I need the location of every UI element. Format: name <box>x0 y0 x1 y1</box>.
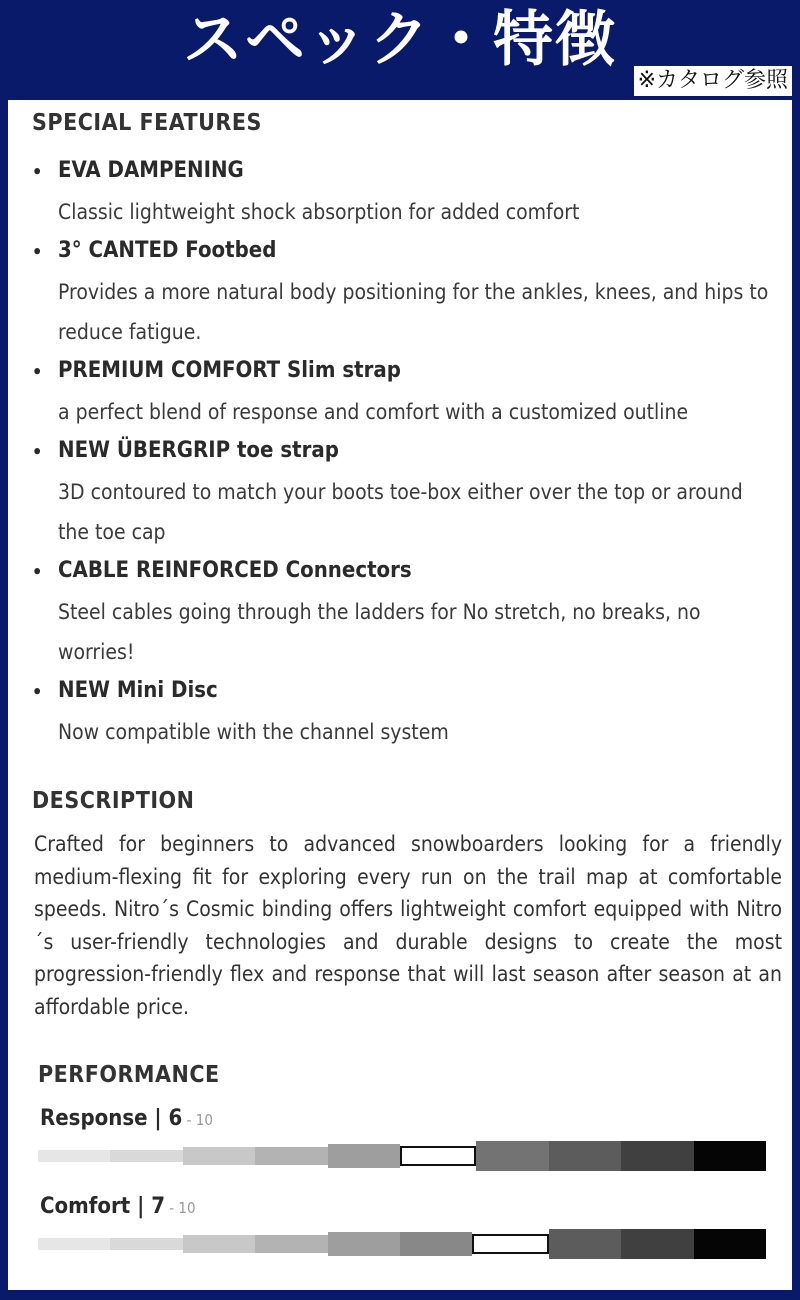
metric-separator: | <box>147 1106 169 1131</box>
feature-description: Classic lightweight shock absorption for added comfort <box>58 200 580 224</box>
feature-title: NEW ÜBERGRIP toe strap <box>58 438 339 463</box>
bullet-icon: • <box>32 682 43 703</box>
rating-segment <box>621 1141 693 1171</box>
response-rating-bar <box>38 1140 766 1172</box>
rating-segment <box>110 1150 182 1162</box>
rating-segment <box>255 1235 327 1253</box>
feature-description: Provides a more natural body positioning for the ankles, knees, and hips to reduce fatigue. <box>58 280 769 344</box>
rating-segment <box>549 1141 621 1171</box>
bullet-icon: • <box>32 242 43 263</box>
bullet-icon: • <box>32 562 43 583</box>
rating-segment <box>400 1232 472 1256</box>
metric-scale: - 10 <box>164 1199 196 1217</box>
feature-title: PREMIUM COMFORT Slim strap <box>58 358 401 383</box>
rating-marker <box>472 1234 548 1254</box>
rating-segment <box>694 1141 766 1171</box>
catalog-note: ※カタログ参照 <box>634 66 792 96</box>
rating-segment <box>110 1238 182 1250</box>
performance-heading: PERFORMANCE <box>38 1062 220 1088</box>
rating-segment <box>255 1147 327 1165</box>
rating-segment <box>328 1144 400 1168</box>
metric-name: Response <box>40 1106 148 1131</box>
feature-title: 3° CANTED Footbed <box>58 238 277 263</box>
response-label <box>40 1106 213 1131</box>
rating-segment <box>694 1229 766 1259</box>
bullet-icon: • <box>32 162 43 183</box>
special-features-heading: SPECIAL FEATURES <box>32 110 262 136</box>
metric-name: Comfort <box>40 1194 131 1219</box>
metric-scale: - 10 <box>182 1111 213 1129</box>
description-text: Crafted for beginners to advanced snowboarders looking for a friendly medium-flexing fit for exploring every run on the trail map at comfortable speeds. Nitro´s Cosmic binding offers lightweight comfort equipped with Nitro´s user-friendly technologies and durable designs to create the most progression-friendly flex and response that will last season after season at an affordable price. <box>34 832 782 1019</box>
description-heading: DESCRIPTION <box>32 788 195 814</box>
comfort-label <box>40 1194 196 1219</box>
rating-segment <box>621 1229 693 1259</box>
feature-description: Steel cables going through the ladders for No stretch, no breaks, no worries! <box>58 600 701 664</box>
feature-description: 3D contoured to match your boots toe-box either over the top or around the toe cap <box>58 480 743 544</box>
metric-separator: | <box>130 1194 152 1219</box>
rating-marker <box>400 1146 476 1166</box>
bullet-icon: • <box>32 362 43 383</box>
bullet-icon: • <box>32 442 43 463</box>
feature-description: a perfect blend of response and comfort with a customized outline <box>58 400 689 424</box>
rating-segment <box>183 1235 255 1253</box>
rating-segment <box>38 1150 110 1162</box>
spec-panel <box>6 98 794 1292</box>
rating-segment <box>476 1141 548 1171</box>
header-title: スペック・特徴 <box>183 5 617 75</box>
comfort-rating-bar <box>38 1228 766 1260</box>
rating-segment <box>183 1147 255 1165</box>
metric-value: 7 <box>151 1194 165 1219</box>
rating-segment <box>38 1238 110 1250</box>
feature-title: NEW Mini Disc <box>58 678 218 703</box>
feature-title: CABLE REINFORCED Connectors <box>58 558 412 583</box>
feature-description: Now compatible with the channel system <box>58 720 449 744</box>
rating-segment <box>549 1229 621 1259</box>
rating-segment <box>328 1232 400 1256</box>
feature-title: EVA DAMPENING <box>58 158 244 183</box>
metric-value: 6 <box>168 1106 183 1131</box>
